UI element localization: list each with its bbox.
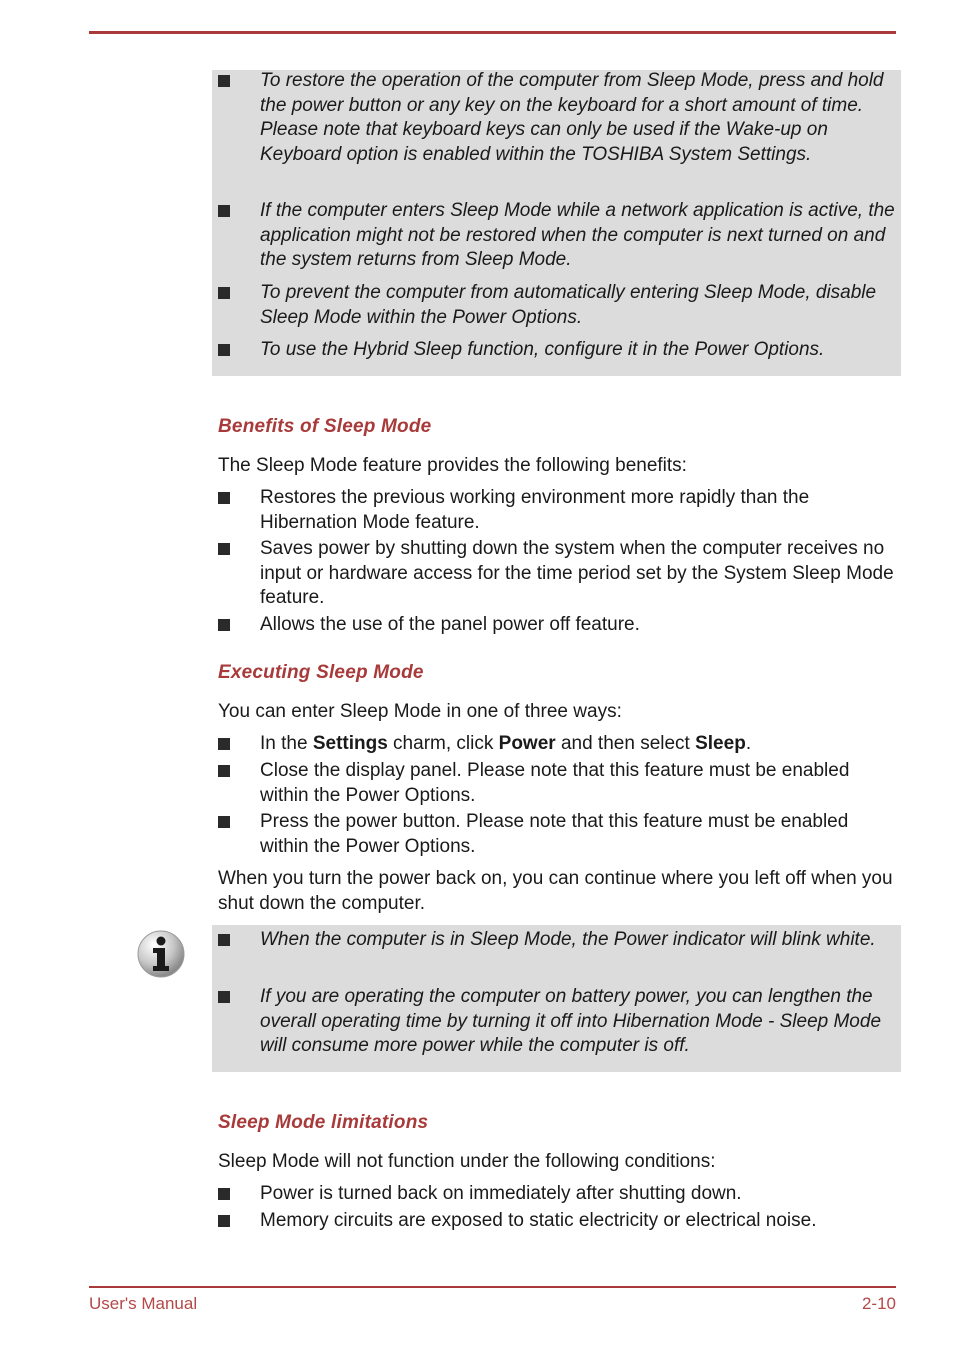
note-item: If the computer enters Sleep Mode while a network application is active, the application might not be restored when the computer is next turned on and the system returns from Sleep Mode. (260, 199, 896, 273)
list-item (260, 732, 896, 757)
list-item: Memory circuits are exposed to static electricity or electrical noise. (260, 1209, 896, 1234)
note-item: To use the Hybrid Sleep function, configure it in the Power Options. (260, 338, 896, 363)
text-run: . (745, 733, 752, 754)
note-item: To restore the operation of the computer from Sleep Mode, press and hold the power button or any key on the keyboard for a short amount of time. Please note that keyboard keys can only be used if the Wake-up on Keyboard option is enabled within the TOSHIBA System Settings. (260, 69, 896, 167)
bold-power: Power (498, 733, 556, 754)
section-heading-limitations: Sleep Mode limitations (218, 1112, 429, 1133)
text-run: and then select (555, 733, 696, 754)
top-rule (89, 31, 896, 34)
bold-settings: Settings (312, 733, 388, 754)
section-heading-benefits: Benefits of Sleep Mode (218, 416, 432, 437)
list-item: Close the display panel. Please note that this feature must be enabled within the Power Options. (260, 759, 896, 808)
text-run: In the (260, 733, 313, 754)
list-item: Saves power by shutting down the system when the computer receives no input or hardware access for the time period set by the System Sleep Mode feature. (260, 537, 896, 611)
list-item: Restores the previous working environment more rapidly than the Hibernation Mode feature. (260, 486, 896, 535)
note-item: If you are operating the computer on battery power, you can lengthen the overall operating time by turning it off into Hibernation Mode - Sleep Mode will consume more power while the computer is off. (260, 985, 896, 1059)
footer-title: User's Manual (89, 1294, 198, 1313)
info-icon (136, 929, 186, 979)
executing-intro: You can enter Sleep Mode in one of three ways: (218, 701, 622, 722)
page-number: 2-10 (861, 1294, 896, 1313)
benefits-intro: The Sleep Mode feature provides the following benefits: (218, 455, 687, 476)
section-heading-executing: Executing Sleep Mode (218, 662, 424, 683)
bottom-rule (89, 1286, 896, 1288)
list-item: Allows the use of the panel power off feature. (260, 613, 896, 638)
text-run: charm, click (387, 733, 499, 754)
list-item: Press the power button. Please note that this feature must be enabled within the Power Options. (260, 810, 896, 859)
limitations-intro: Sleep Mode will not function under the following conditions: (218, 1151, 716, 1172)
executing-outro: When you turn the power back on, you can continue where you left off when you shut down the computer. (218, 868, 893, 914)
note-item: When the computer is in Sleep Mode, the Power indicator will blink white. (260, 928, 896, 953)
list-item: Power is turned back on immediately after shutting down. (260, 1182, 896, 1207)
bold-sleep: Sleep (695, 733, 746, 754)
note-item: To prevent the computer from automatically entering Sleep Mode, disable Sleep Mode within the Power Options. (260, 281, 896, 330)
